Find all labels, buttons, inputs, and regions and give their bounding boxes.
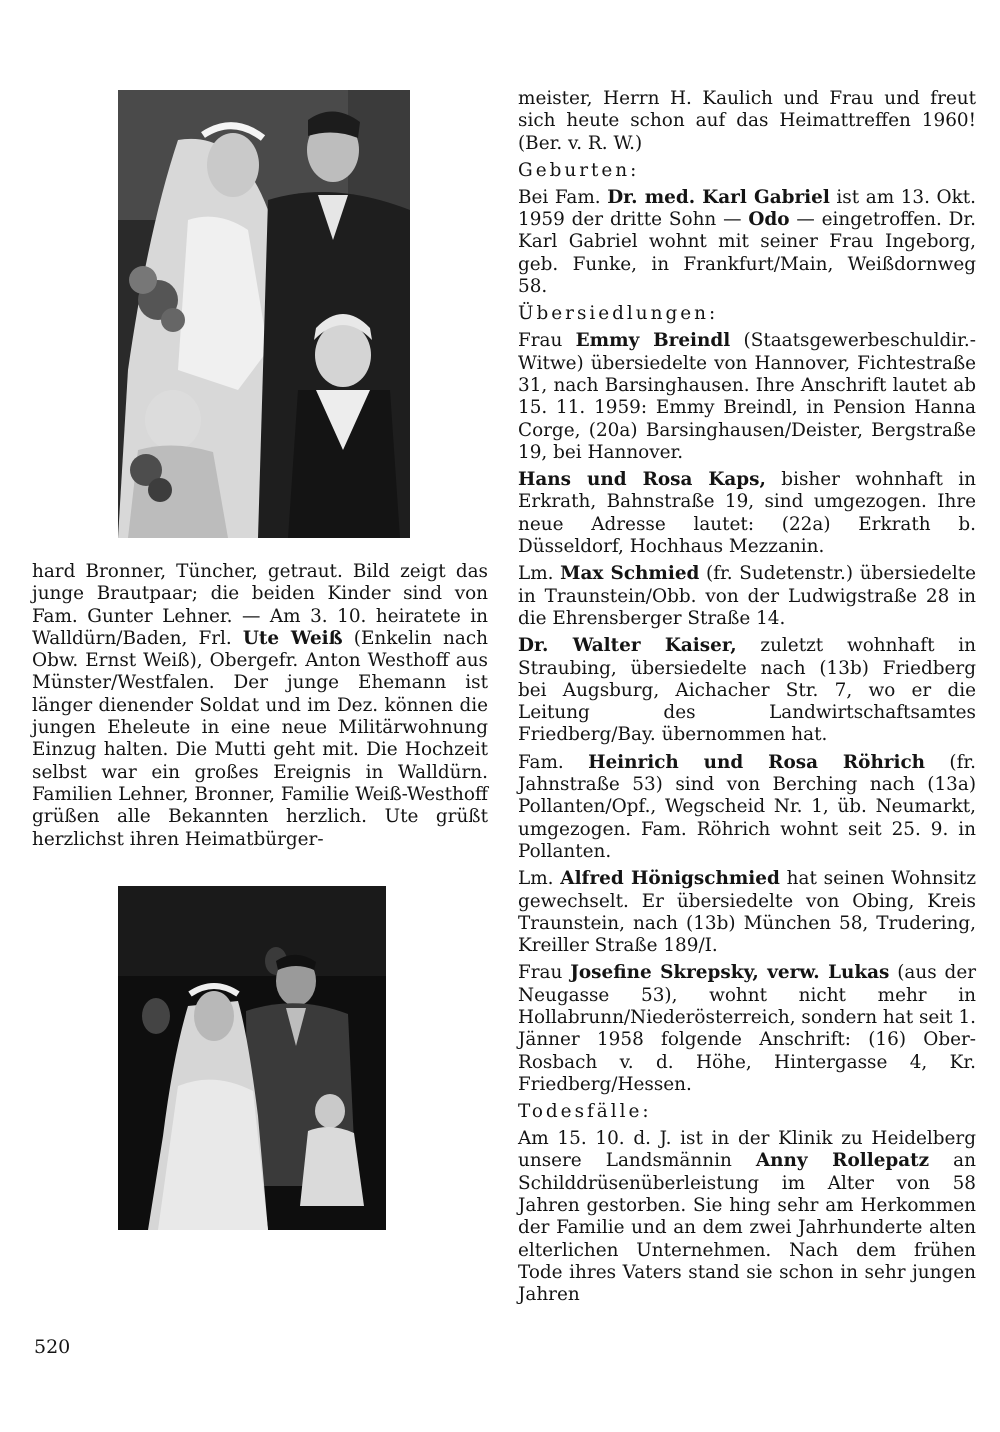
- text-run: hard Bronner, Tüncher, getraut. Bild zeigt das junge Brautpaar; die beiden Kinder sind von Fam. Gunter Lehner. — Am 3. 10. heiratete in Walldürn/Baden, Frl.: [32, 561, 488, 649]
- text-run: Lm.: [518, 563, 561, 585]
- relocation-entry: [518, 868, 976, 957]
- bold-name-run: Anny Rollepatz: [755, 1150, 930, 1172]
- page-number: 520: [34, 1336, 71, 1358]
- relocation-entry: [518, 752, 976, 863]
- section-deaths: [518, 1101, 976, 1306]
- text-run: Lm.: [518, 868, 561, 890]
- text-run: meister, Herrn H. Kaulich und Frau und freut sich heute schon auf das Heimattreffen 1960! (Ber. v. R. W.): [518, 88, 976, 154]
- text-run: (Enkelin nach Obw. Ernst Weiß), Obergefr. Anton Westhoff aus Münster/Westfalen. Der junge Ehemann ist länger dienender Soldat und im Dez. können die jungen Eheleute in eine neue Militärwohnung Einzug halten. Die Mutti geht mit. Die Hochzeit selbst war ein großes Ereignis in Walldürn. Familien Lehner, Bronner, Familie Weiß-Westhoff grüßen alle Bekannten herzlich. Ute grüßt herzlichst ihren Heimatbürger-: [32, 627, 488, 850]
- section-births: [518, 160, 976, 298]
- section-relocations: [518, 303, 976, 1096]
- birth-entry: [518, 187, 976, 298]
- bold-name-run: Emmy Breindl: [575, 330, 731, 352]
- text-run: ist am 13. Okt. 1959 der dritte Sohn —: [518, 186, 977, 231]
- photo-wedding-1: [118, 90, 410, 538]
- bold-name-run: Max Schmied: [560, 563, 700, 585]
- bold-name-run: Ute Weiß: [242, 627, 343, 649]
- text-run: zuletzt wohnhaft in Straubing, übersiedelte nach (13b) Friedberg bei Augsburg, Aichacher Str. 7, wo er die Leitung des Landwirtschaftsamtes Friedberg/Bay. übernommen hat.: [518, 635, 976, 746]
- section-heading: Todesfälle:: [518, 1101, 652, 1123]
- left-column: [32, 561, 488, 851]
- bold-name-run: Odo: [748, 209, 790, 231]
- death-entry: [518, 1128, 976, 1306]
- text-run: — eingetroffen. Dr. Karl Gabriel wohnt mit seiner Frau Ingeborg, geb. Funke, in Frankfurt/Main, Weißdornweg 58.: [518, 209, 976, 298]
- text-run: (Staatsgewerbeschuldir.-Witwe) übersiedelte von Hannover, Fichtestraße 31, nach Barsinghausen. Ihre Anschrift lautet ab 15. 11. 1959: Emmy Breindl, in Pension Hanna Corge, (20a) Barsinghausen/Deister, Bergstraße 19, bei Hannover.: [518, 330, 976, 463]
- wedding-photo-1-graphic: [118, 90, 410, 538]
- text-run: (aus der Neugasse 53), wohnt nicht mehr in Hollabrunn/Niederösterreich, sondern hat seit 1. Jänner 1958 folgende Anschrift: (16) Ober-Rosbach v. d. Höhe, Hintergasse 4, Kr. Friedberg/Hessen.: [518, 962, 976, 1095]
- relocation-entry: [518, 469, 976, 558]
- text-run: an Schilddrüsenüberleistung im Alter von 58 Jahren gestorben. Sie hing sehr am Herkommen der Familie und an dem zwei Jahrhunderte alten elterlichen Unternehmen. Nach dem frühen Tode ihres Vaters stand sie schon in sehr jungen Jahren: [518, 1150, 976, 1306]
- text-run: Am 15. 10. d. J. ist in der Klinik zu Heidelberg unsere Landsmännin: [518, 1128, 976, 1172]
- text-run: Fam.: [518, 751, 589, 773]
- bold-name-run: Josefine Skrepsky, verw. Lukas: [570, 962, 890, 984]
- text-run: Bei Fam.: [518, 186, 608, 208]
- text-run: (fr. Sudetenstr.) übersiedelte in Traunstein/Obb. von der Ludwigstraße 28 in die Ehrensberger Straße 14.: [518, 563, 977, 629]
- text-run: (fr. Jahnstraße 53) sind von Berching nach (13a) Pollanten/Opf., Wegscheid Nr. 1, üb. Neumarkt, umgezogen. Fam. Röhrich wohnt seit 25. 9. in Pollanten.: [518, 751, 976, 862]
- text-run: bisher wohnhaft in Erkrath, Bahnstraße 19, sind umgezogen. Ihre neue Adresse lautet: (22a) Erkrath b. Düsseldorf, Hochhaus Mezzanin.: [518, 469, 976, 558]
- relocation-entry: [518, 635, 976, 746]
- relocation-entry: [518, 962, 976, 1096]
- bold-name-run: Hans und Rosa Kaps,: [518, 469, 766, 491]
- relocation-entry: [518, 563, 976, 630]
- right-column: [518, 88, 976, 1312]
- bold-name-run: Dr. med. Karl Gabriel: [607, 186, 830, 208]
- section-heading: Geburten:: [518, 159, 640, 181]
- wedding-photo-2-graphic: [118, 886, 386, 1230]
- photo-wedding-2: [118, 886, 386, 1230]
- bold-name-run: Alfred Hönigschmied: [560, 868, 780, 890]
- text-run: hat seinen Wohnsitz gewechselt. Er übersiedelte von Obing, Kreis Traunstein, nach (13b) München 58, Trudering, Kreiller Straße 189/I.: [518, 868, 977, 957]
- wedding-report-paragraph: [32, 561, 488, 851]
- text-run: Frau: [518, 962, 571, 984]
- intro-paragraph: [518, 88, 976, 155]
- relocation-entry: [518, 330, 976, 464]
- bold-name-run: Heinrich und Rosa Röhrich: [588, 751, 926, 773]
- text-run: Frau: [518, 330, 576, 352]
- bold-name-run: Dr. Walter Kaiser,: [518, 635, 737, 657]
- section-heading: Übersiedlungen:: [518, 303, 719, 325]
